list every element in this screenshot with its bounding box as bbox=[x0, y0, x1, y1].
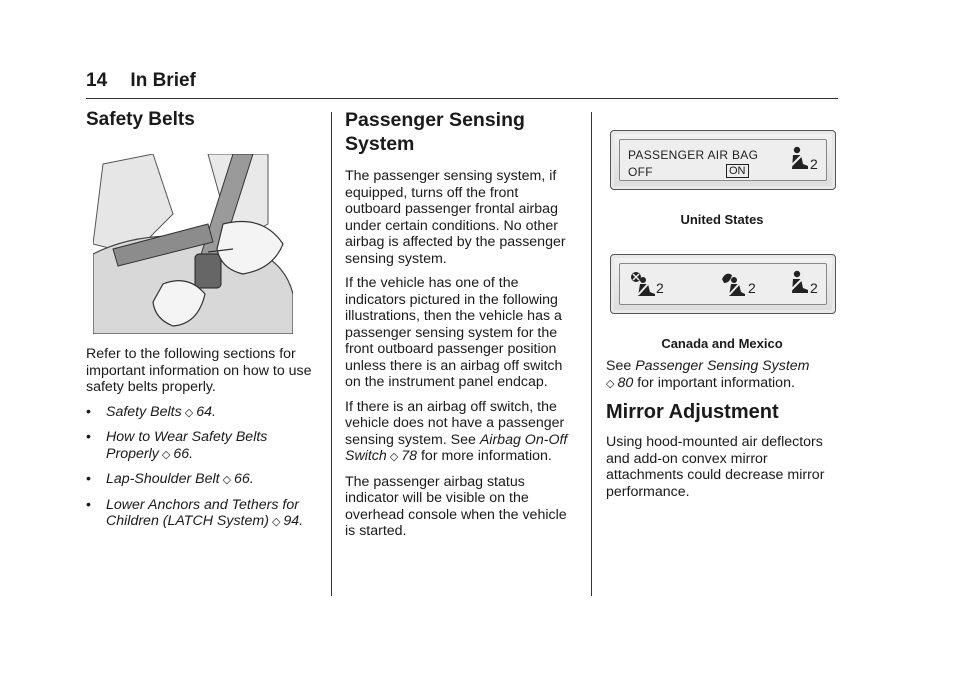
middle-column bbox=[345, 108, 577, 548]
canada-mexico-indicator-panel bbox=[610, 254, 836, 314]
page-ref: 78 bbox=[401, 448, 418, 464]
list-item[interactable] bbox=[86, 471, 318, 489]
page-ref: 66. bbox=[234, 471, 254, 487]
link-safety-belts[interactable]: Safety Belts bbox=[106, 403, 182, 420]
list-item[interactable] bbox=[86, 497, 318, 531]
page-ref: 94. bbox=[283, 513, 304, 529]
paragraph bbox=[345, 399, 577, 466]
safety-belts-heading: Safety Belts bbox=[86, 109, 195, 130]
left-column bbox=[86, 108, 318, 539]
link-airbag-on-off-switch[interactable]: Airbag On-Off Switch bbox=[345, 431, 568, 464]
page-ref-icon: ◇ bbox=[161, 448, 171, 461]
passenger-air-bag-label: PASSENGER AIR BAG bbox=[628, 148, 759, 162]
link-passenger-sensing-system[interactable]: Passenger Sensing System bbox=[635, 358, 810, 374]
us-caption: United States bbox=[680, 212, 764, 227]
bullet-icon: • bbox=[86, 496, 91, 513]
panel-face bbox=[619, 263, 827, 305]
panel-face bbox=[619, 139, 827, 181]
off-label: OFF bbox=[628, 165, 653, 179]
page-ref-icon: ◇ bbox=[222, 474, 232, 486]
safety-belts-list bbox=[86, 404, 318, 531]
occupant-row-number: 2 bbox=[810, 280, 819, 296]
page-ref: 80 bbox=[617, 374, 634, 391]
text: See bbox=[606, 358, 636, 374]
page-ref-icon: ◇ bbox=[606, 377, 615, 390]
text: for more information. bbox=[417, 448, 552, 464]
section-title: In Brief bbox=[130, 70, 196, 91]
link-latch-system[interactable]: Lower Anchors and Tethers for Children (LATCH System) bbox=[106, 496, 299, 529]
passenger-sensing-heading: Passenger Sensing System bbox=[345, 109, 525, 155]
mirror-adjustment-heading: Mirror Adjustment bbox=[606, 401, 779, 423]
link-how-to-wear[interactable]: How to Wear Safety Belts Properly bbox=[106, 429, 268, 462]
on-label: ON bbox=[726, 164, 749, 178]
text: If there is an airbag off switch, the vehicle does not have a passenger sensing system. See bbox=[345, 398, 565, 448]
text: for important information. bbox=[633, 374, 795, 391]
paragraph: The passenger sensing system, if equipped, turns off the front outboard passenger frontal airbag under certain conditions. No other airbag is affected by the passenger sensing system. bbox=[345, 168, 566, 267]
page-ref: 66. bbox=[173, 445, 194, 462]
airbag-off-icon bbox=[630, 271, 656, 297]
paragraph: If the vehicle has one of the indicators pictured in the following illustrations, then the vehicle has a passenger sensing system for the front outboard passenger position unless there is an airbag off switch on the instrument panel endcap. bbox=[345, 275, 563, 390]
page-ref: 64. bbox=[196, 403, 216, 420]
link-lap-shoulder-belt[interactable]: Lap-Shoulder Belt bbox=[106, 471, 220, 487]
list-item[interactable] bbox=[86, 429, 318, 463]
page-ref-icon: ◇ bbox=[271, 516, 281, 528]
paragraph bbox=[606, 358, 838, 392]
seatbelt-occupant-icon bbox=[788, 146, 810, 172]
page-header bbox=[86, 70, 196, 92]
bullet-icon: • bbox=[86, 471, 91, 487]
paragraph: Using hood-mounted air deflectors and add-on convex mirror attachments could decrease mirror performance. bbox=[606, 434, 825, 500]
bullet-icon: • bbox=[86, 429, 91, 445]
page-number: 14 bbox=[86, 70, 108, 91]
column-divider-right bbox=[591, 112, 592, 596]
header-rule bbox=[86, 98, 838, 99]
seatbelt-occupant-icon bbox=[788, 270, 810, 296]
bullet-icon: • bbox=[86, 403, 91, 420]
column-divider-left bbox=[331, 112, 332, 596]
airbag-on-icon bbox=[720, 271, 746, 297]
safety-belt-illustration bbox=[93, 154, 293, 334]
paragraph: The passenger airbag status indicator will be visible on the overhead console when the vehicle is started. bbox=[345, 473, 567, 539]
occupant-row-number: 2 bbox=[810, 156, 819, 172]
occupant-row-number: 2 bbox=[656, 280, 665, 296]
safety-belts-intro: Refer to the following sections for important information on how to use safety belts properly. bbox=[86, 346, 312, 395]
list-item[interactable] bbox=[86, 404, 318, 422]
right-text bbox=[606, 358, 838, 508]
page-ref-icon: ◇ bbox=[389, 451, 399, 463]
occupant-row-number: 2 bbox=[748, 280, 757, 296]
canada-mexico-caption: Canada and Mexico bbox=[661, 336, 783, 351]
us-airbag-indicator-panel bbox=[610, 130, 836, 190]
page-ref-icon: ◇ bbox=[184, 406, 194, 419]
